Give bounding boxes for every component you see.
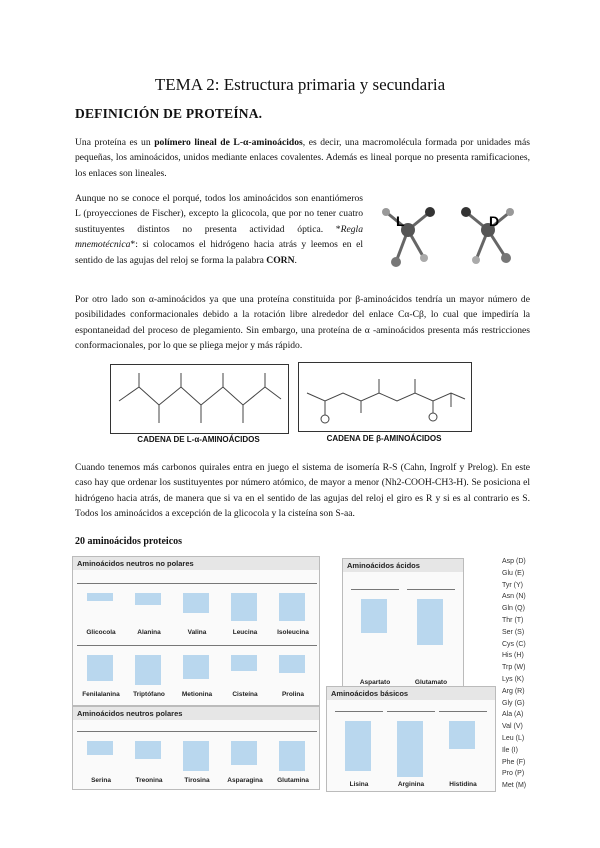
l-label: L bbox=[396, 213, 405, 229]
para2-text-e: . bbox=[294, 254, 297, 266]
para2-bold-corn: CORN bbox=[266, 254, 295, 266]
panel-nonpolar bbox=[72, 556, 320, 706]
b-chain-caption: CADENA DE β-AMINOÁCIDOS bbox=[326, 434, 442, 443]
panel-polar-title: Aminoácidos neutros polares bbox=[73, 707, 319, 720]
l-chain-caption: CADENA DE L-α-AMINOÁCIDOS bbox=[137, 435, 260, 444]
abbr-item: Gly (G) bbox=[502, 699, 525, 707]
paragraph-2 bbox=[75, 191, 363, 268]
aa-name: Glicocola bbox=[86, 629, 116, 636]
aa-name: Valina bbox=[187, 629, 207, 636]
para1-text-c: , es decir, una macromolécula formada por unidades más pequeñas, los aminoácidos, unidos mediante enlaces covalentes. Además es lineal porque no presenta ramificaciones, los enlaces son lineales. bbox=[75, 137, 530, 179]
abbr-item: Pro (P) bbox=[502, 770, 525, 778]
aa-name: Lisina bbox=[349, 781, 369, 788]
paragraph-4: Cuando tenemos más carbonos quirales entra en juego el sistema de isomería R-S (Cahn, Ingrolf y Prelog). En este caso hay que ordenar los sustituyentes por número atómico, de mayor a menor (Nh2-COOH-CH3-H). Se posiciona el hidrógeno hacia atrás, de manera que si va en el sentido de las agujas del reloj el giro es R y si es al contrario es S. Todos los aminoácidos a excepción de la glicocola y la cisteína son S-aa. bbox=[75, 462, 530, 520]
l-isomer-model bbox=[382, 207, 435, 267]
aa-name: Isoleucina bbox=[277, 629, 309, 636]
aa-name: Triptófano bbox=[133, 691, 165, 698]
panel-basic bbox=[326, 686, 496, 792]
panel-polar bbox=[72, 706, 320, 790]
aa-name: Fenilalanina bbox=[82, 691, 120, 698]
abbr-item: Ile (I) bbox=[502, 746, 518, 754]
paragraph-3: Por otro lado son α-aminoácidos ya que una proteína constituida por β-aminoácidos tendría un mayor número de posibilidades conformacionales debido a la rotación libre alrededor del enlace Cα-Cβ, lo cual que impediría la espontaneidad del proceso de plegamiento. Sin embargo, una proteína de α -aminoácidos presenta más restricciones conformacionales, por lo que se pliega mejor y más rápido. bbox=[75, 294, 530, 352]
b-chain-figure bbox=[298, 362, 472, 432]
aa-name: Cisteína bbox=[232, 691, 258, 698]
aa-name: Prolina bbox=[281, 691, 305, 698]
abbr-item: Ala (A) bbox=[502, 711, 524, 719]
para2-text-c: *: si colocamos el hidrógeno hacia atrás y leemos en el sentido de las agujas del reloj se forma la palabra bbox=[75, 239, 363, 266]
panel-nonpolar-title: Aminoácidos neutros no polares bbox=[73, 557, 319, 570]
para2-text-a: Aunque no se conoce el porqué, todos los aminoácidos son enantiómeros L (proyecciones de Fischer), excepto la glicocola, que por no tener cuatro sustituyentes distintos no presenta actividad óptica. * bbox=[75, 193, 363, 235]
enantiomer-figure bbox=[368, 190, 533, 280]
abbr-item: His (H) bbox=[502, 652, 524, 660]
para1-text-a: Una proteína es un bbox=[75, 137, 155, 148]
aa-name: Glutamina bbox=[277, 777, 309, 784]
abbr-item: Gln (Q) bbox=[502, 605, 525, 613]
abbr-item: Cys (C) bbox=[502, 640, 526, 648]
l-chain-figure bbox=[110, 364, 289, 434]
aa-name: Arginina bbox=[397, 781, 425, 788]
abbr-item: Asp (D) bbox=[502, 558, 526, 565]
abbr-item: Ser (S) bbox=[502, 628, 525, 636]
abbr-item: Met (M) bbox=[502, 782, 527, 790]
abbr-item: Asn (N) bbox=[502, 593, 526, 601]
aa-name: Asparagina bbox=[227, 777, 263, 784]
abbr-item: Val (V) bbox=[502, 723, 523, 731]
abbr-item: Trp (W) bbox=[502, 664, 526, 672]
page-title: TEMA 2: Estructura primaria y secundaria bbox=[154, 75, 446, 94]
aa-name: Treonina bbox=[135, 777, 163, 784]
abbr-item: Tyr (Y) bbox=[502, 581, 523, 589]
abbr-item: Lys (K) bbox=[502, 675, 524, 683]
aa-name: Alanina bbox=[137, 629, 161, 636]
section-heading: DEFINICIÓN DE PROTEÍNA. bbox=[75, 106, 263, 121]
d-label: D bbox=[489, 213, 500, 229]
aa-name: Tirosina bbox=[184, 777, 210, 784]
aa-name: Leucina bbox=[232, 629, 258, 636]
abbr-item: Leu (L) bbox=[502, 734, 525, 742]
para1-bold: polímero lineal de L-α-aminoácidos bbox=[154, 137, 303, 148]
aa-name: Histidina bbox=[449, 781, 477, 788]
para2-italic: Regla mnemotécnica bbox=[75, 223, 363, 251]
panel-basic-title: Aminoácidos básicos bbox=[327, 687, 495, 700]
aa-name: Serina bbox=[91, 777, 111, 784]
paragraph-1 bbox=[75, 135, 530, 181]
abbr-item: Thr (T) bbox=[502, 616, 524, 624]
panel-acid-title: Aminoácidos ácidos bbox=[343, 559, 463, 572]
abbreviation-list bbox=[502, 556, 526, 792]
abbr-item: Arg (R) bbox=[502, 687, 525, 695]
abbr-item: Phe (F) bbox=[502, 758, 526, 766]
panel-acid bbox=[342, 558, 464, 694]
aa-name: Aspartato bbox=[359, 679, 391, 686]
abbr-item: Glu (E) bbox=[502, 569, 525, 577]
section-aminoacids: 20 aminoácidos proteicos bbox=[75, 536, 183, 547]
aa-name: Metionina bbox=[181, 691, 213, 698]
d-isomer-model bbox=[461, 207, 514, 264]
aa-name: Glutamato bbox=[414, 679, 448, 686]
